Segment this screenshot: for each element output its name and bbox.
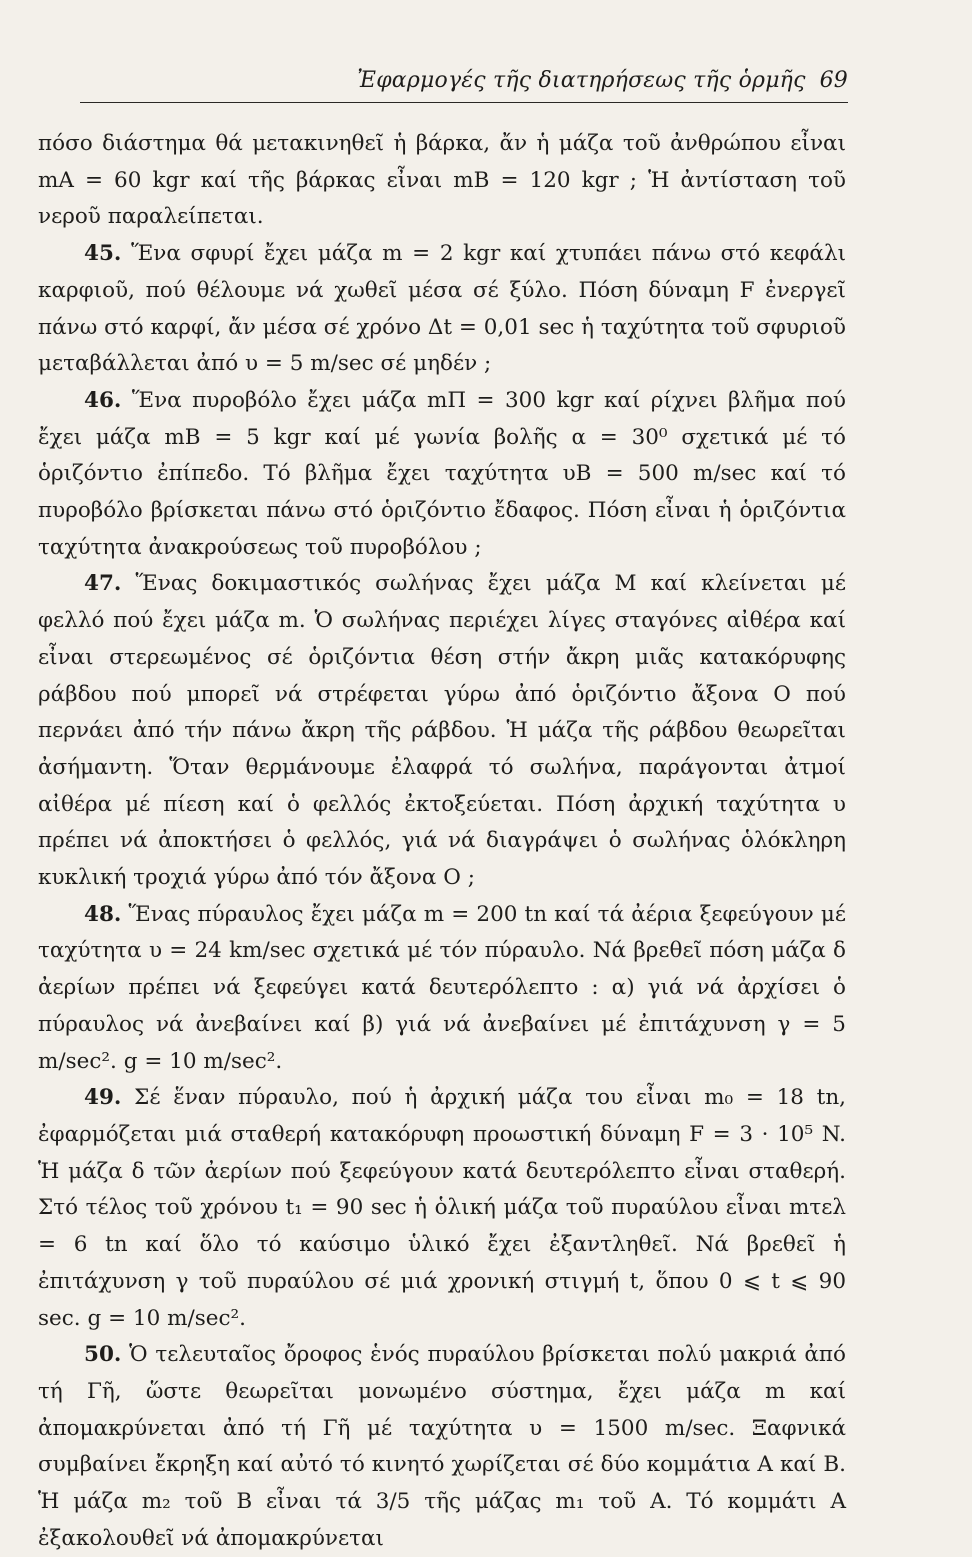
header-rule [80, 102, 848, 103]
paragraph-text: πόσο διάστημα θά μετακινηθεῖ ἡ βάρκα, ἄν ἡ μάζα τοῦ ἀνθρώπου εἶναι mA = 60 kgr καί τῆς βάρκας εἶναι mB = 120 kgr ; Ἡ ἀντίσταση τοῦ νεροῦ παραλείπεται. [38, 131, 846, 230]
exercise-text: Ὁ τελευταῖος ὄροφος ἑνός πυραύλου βρίσκεται πολύ μακριά ἀπό τή Γῆ, ὥστε θεωρεῖται μονωμένο σύστημα, ἔχει μάζα m καί ἀπομακρύνεται ἀπό τή Γῆ μέ ταχύτητα υ = 1500 m/sec. Ξαφνικά συμβαίνει ἔκρηξη καί αὐτό τό κινητό χωρίζεται σέ δύο κομμάτια A καί B. Ἡ μάζα m₂ τοῦ B εἶναι τά 3/5 τῆς μάζας m₁ τοῦ A. Τό κομμάτι A ἐξακολουθεῖ νά ἀπομακρύνεται [38, 1342, 846, 1551]
exercise-text: Ἕνας πύραυλος ἔχει μάζα m = 200 tn καί τά ἀέρια ξεφεύγουν μέ ταχύτητα υ = 24 km/sec σχετικά μέ τόν πύραυλο. Νά βρεθεῖ πόση μάζα δ ἀερίων πρέπει νά ξεφεύγει κατά δευτερόλεπτο : α) γιά νά ἀρχίσει ὁ πύραυλος νά ἀνεβαίνει καί β) γιά νά ἀνεβαίνει μέ ἐπιτάχυνση γ = 5 m/sec². g = 10 m/sec². [38, 901, 846, 1074]
exercise-48 [38, 897, 846, 1081]
exercise-46 [38, 383, 846, 567]
exercise-text: Ἕνα πυροβόλο ἔχει μάζα mΠ = 300 kgr καί ρίχνει βλῆμα πού ἔχει μάζα mB = 5 kgr καί μέ γωνία βολῆς α = 30⁰ σχετικά μέ τό ὁριζόντιο ἐπίπεδο. Τό βλῆμα ἔχει ταχύτητα υB = 500 m/sec καί τό πυροβόλο βρίσκεται πάνω στό ὁριζόντιο ἔδαφος. Πόση εἶναι ἡ ὁριζόντια ταχύτητα ἀνακρούσεως τοῦ πυροβόλου ; [38, 387, 846, 560]
page-body [38, 126, 846, 1557]
exercise-number: 49. [84, 1085, 122, 1111]
exercise-49 [38, 1080, 846, 1337]
running-header [80, 68, 848, 93]
exercise-number: 45. [84, 241, 122, 267]
page-number: 69 [819, 68, 848, 93]
header-title: Ἐφαρμογές τῆς διατηρήσεως τῆς ὁρμῆς [357, 68, 806, 93]
exercise-47 [38, 566, 846, 896]
paragraph-continuation [38, 126, 846, 236]
exercise-text: Ἕνα σφυρί ἔχει μάζα m = 2 kgr καί χτυπάει πάνω στό κεφάλι καρφιοῦ, πού θέλουμε νά χωθεῖ μέσα σέ ξύλο. Πόση δύναμη F ἐνεργεῖ πάνω στό καρφί, ἄν μέσα σέ χρόνο Δt = 0,01 sec ἡ ταχύτητα τοῦ σφυριοῦ μεταβάλλεται ἀπό υ = 5 m/sec σέ μηδέν ; [38, 241, 846, 377]
exercise-text: Σέ ἕναν πύραυλο, πού ἡ ἀρχική μάζα του εἶναι m₀ = 18 tn, ἐφαρμόζεται μιά σταθερή κατακόρυφη προωστική δύναμη F = 3 · 10⁵ N. Ἡ μάζα δ τῶν ἀερίων πού ξεφεύγουν κατά δευτερόλεπτο εἶναι σταθερή. Στό τέλος τοῦ χρόνου t₁ = 90 sec ἡ ὁλική μάζα τοῦ πυραύλου εἶναι mτελ = 6 tn καί ὅλο τό καύσιμο ὑλικό ἔχει ἐξαντληθεῖ. Νά βρεθεῖ ἡ ἐπιτάχυνση γ τοῦ πυραύλου σέ μιά χρονική στιγμή t, ὅπου 0 ⩽ t ⩽ 90 sec. g = 10 m/sec². [38, 1085, 846, 1331]
exercise-number: 46. [84, 387, 122, 413]
exercise-50 [38, 1337, 846, 1557]
exercise-number: 50. [84, 1342, 122, 1368]
exercise-number: 47. [84, 571, 122, 597]
exercise-45 [38, 236, 846, 383]
exercise-number: 48. [84, 901, 122, 927]
exercise-text: Ἕνας δοκιμαστικός σωλήνας ἔχει μάζα M καί κλείνεται μέ φελλό πού ἔχει μάζα m. Ὁ σωλήνας περιέχει λίγες σταγόνες αἰθέρα καί εἶναι στερεωμένος σέ ὁριζόντια θέση στήν ἄκρη μιᾶς κατακόρυφης ράβδου πού μπορεῖ νά στρέφεται γύρω ἀπό ὁριζόντιο ἄξονα O πού περνάει ἀπό τήν πάνω ἄκρη τῆς ράβδου. Ἡ μάζα τῆς ράβδου θεωρεῖται ἀσήμαντη. Ὅταν θερμάνουμε ἐλαφρά τό σωλήνα, παράγονται ἀτμοί αἰθέρα μέ πίεση καί ὁ φελλός ἐκτοξεύεται. Πόση ἀρχική ταχύτητα υ πρέπει νά ἀποκτήσει ὁ φελλός, γιά νά διαγράψει ὁ σωλήνας ὁλόκληρη κυκλική τροχιά γύρω ἀπό τόν ἄξονα O ; [38, 571, 846, 891]
